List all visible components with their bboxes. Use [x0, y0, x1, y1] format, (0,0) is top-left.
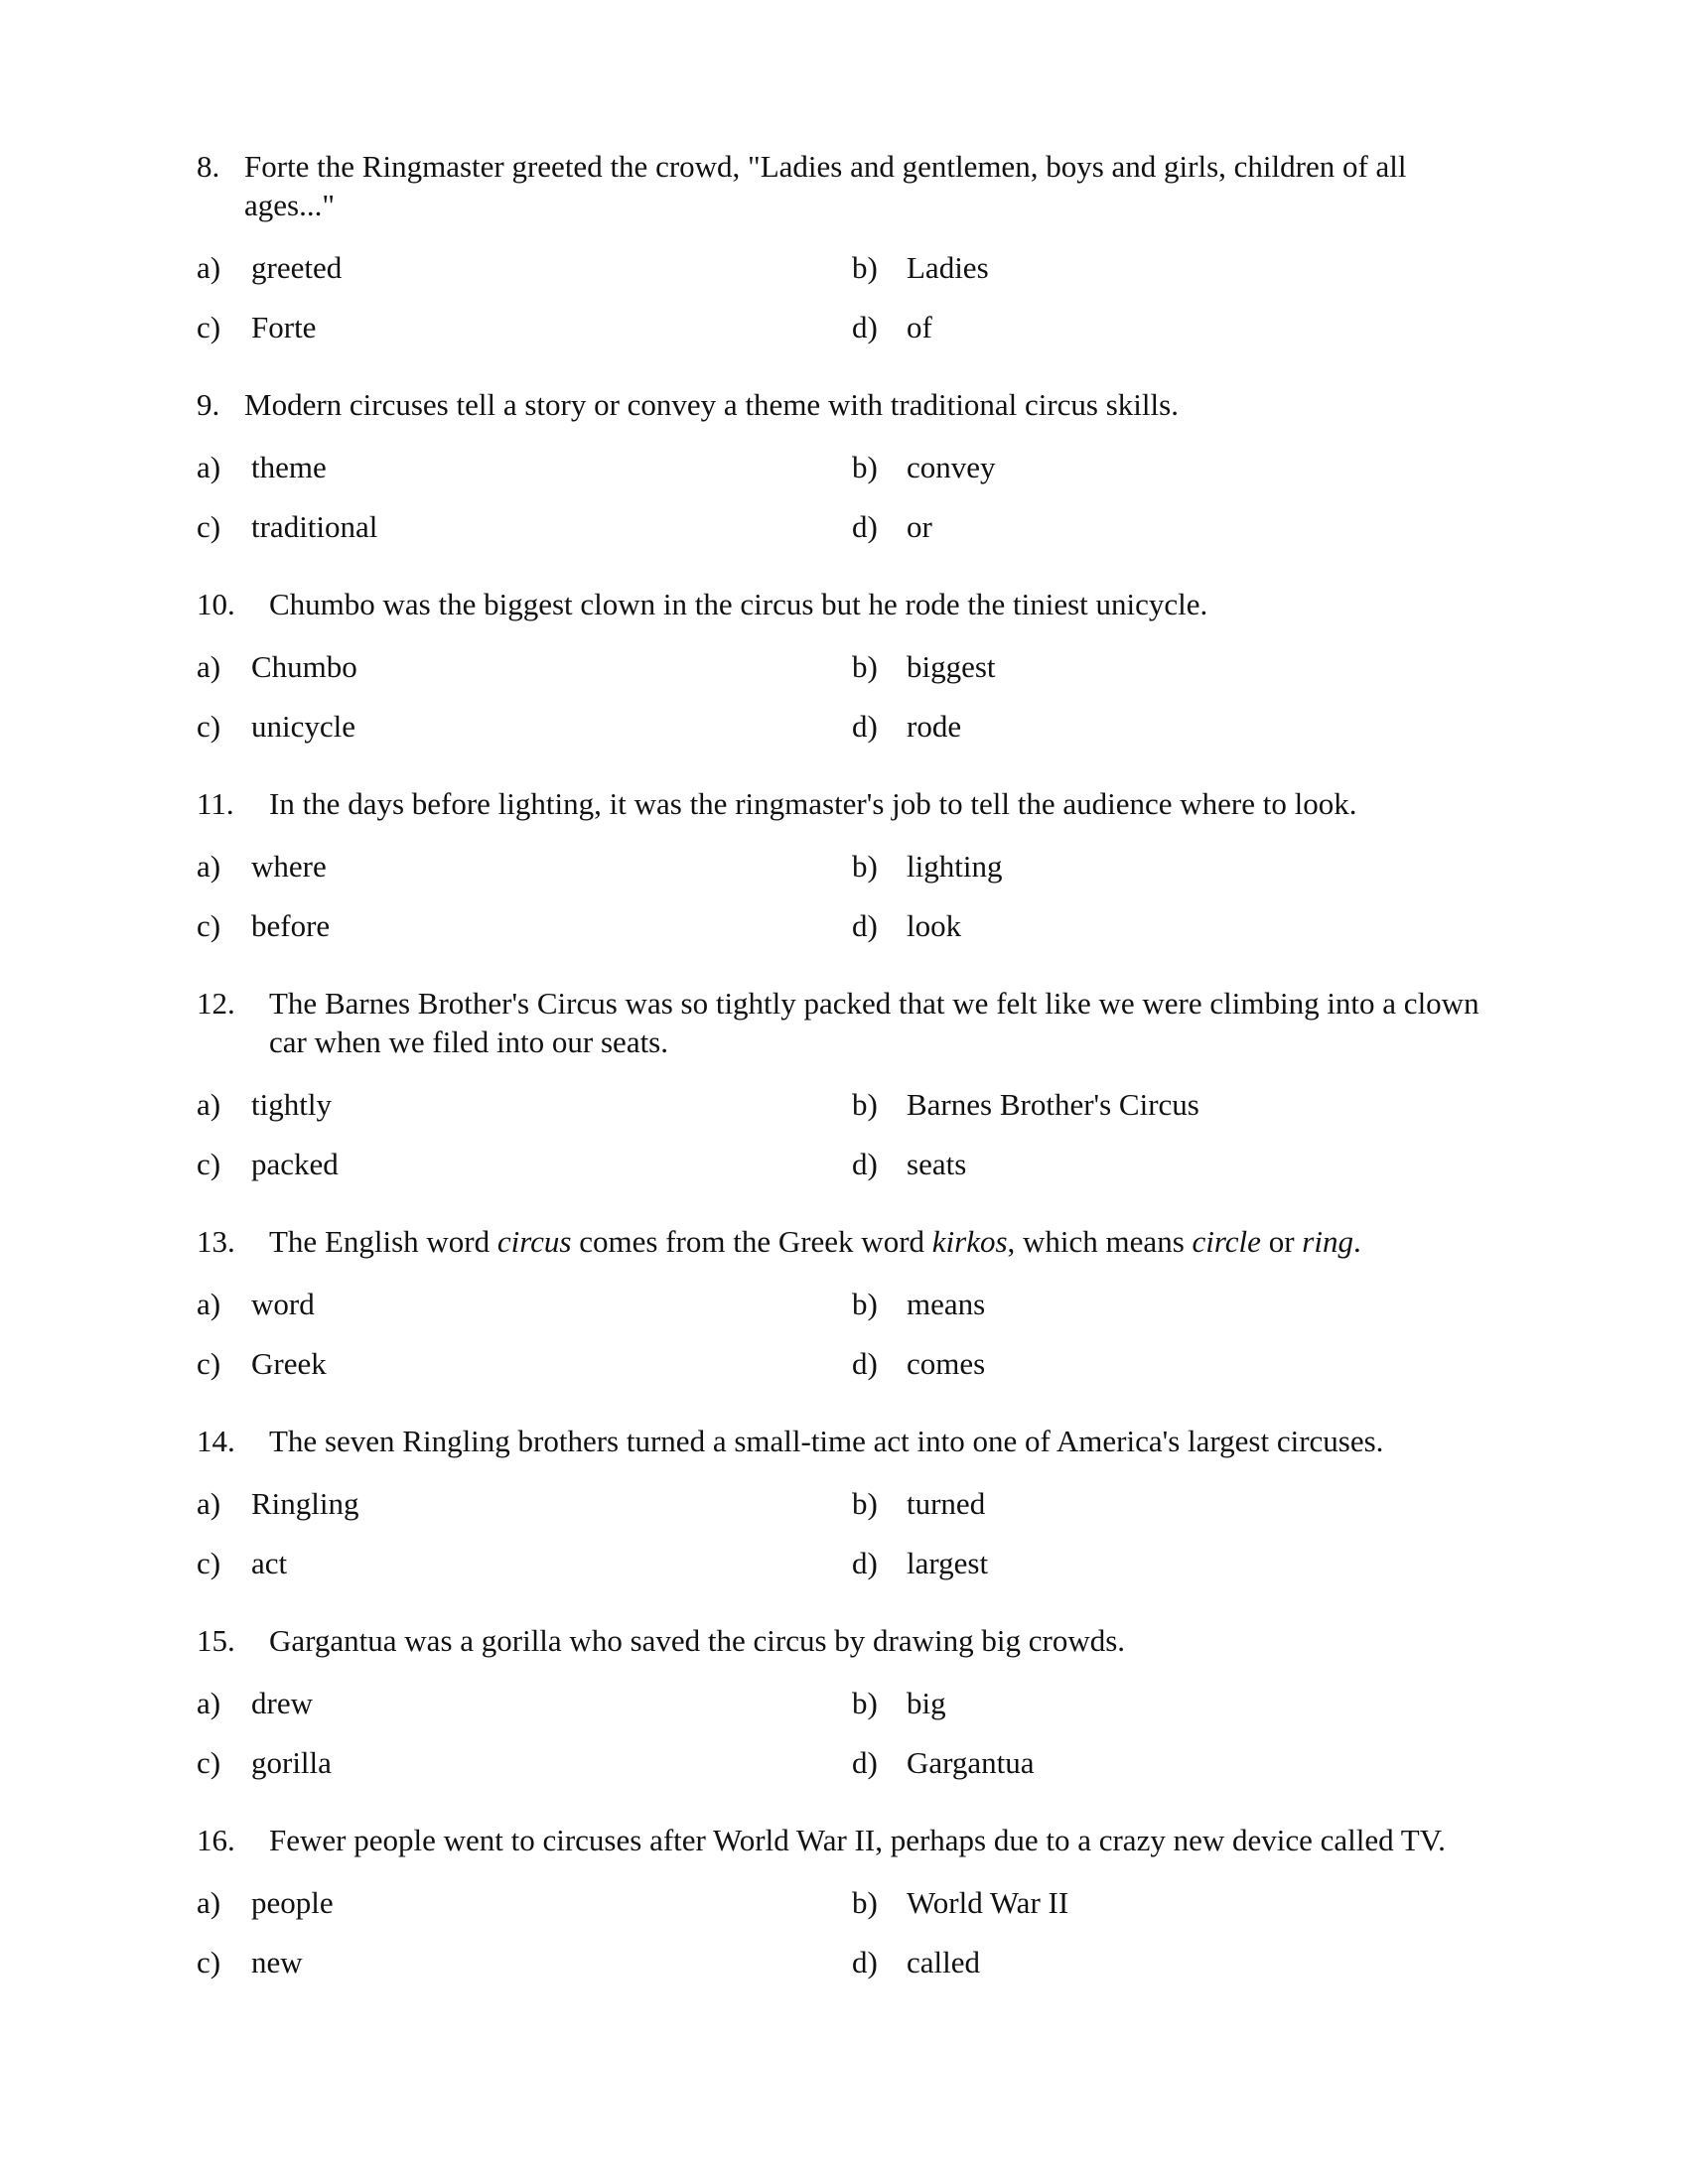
option-c[interactable] — [197, 1145, 339, 1183]
option-row — [197, 847, 1497, 890]
option-a[interactable] — [197, 1684, 313, 1722]
option-d[interactable] — [852, 1145, 966, 1183]
question-text: Forte the Ringmaster greeted the crowd, "Ladies and gentlemen, boys and girls, children of all ages..." — [244, 149, 1407, 222]
question-text: The seven Ringling brothers turned a small-time act into one of America's largest circuses. — [269, 1424, 1384, 1458]
option-a[interactable] — [197, 248, 342, 287]
text-segment: The English word — [269, 1224, 497, 1259]
text-segment: , which means — [1007, 1224, 1193, 1259]
option-letter: b) — [852, 450, 878, 484]
question-text: Chumbo was the biggest clown in the circus but he rode the tiniest unicycle. — [269, 587, 1208, 621]
question-text: In the days before lighting, it was the ringmaster's job to tell the audience where to look. — [269, 786, 1357, 821]
option-text: look — [907, 908, 962, 943]
option-text: people — [251, 1885, 334, 1920]
option-letter: d) — [852, 1147, 878, 1181]
option-c[interactable] — [197, 1344, 327, 1383]
option-text: Ladies — [907, 250, 989, 285]
option-letter: b) — [852, 649, 878, 684]
question-stem — [197, 784, 1497, 823]
option-letter: c) — [197, 310, 221, 344]
option-letter: d) — [852, 509, 878, 544]
option-row — [197, 1285, 1497, 1328]
option-row — [197, 448, 1497, 491]
question-number: 10. — [197, 587, 235, 621]
option-letter: b) — [852, 1686, 878, 1720]
question-13 — [197, 1222, 1497, 1388]
option-letter: d) — [852, 1546, 878, 1580]
option-c[interactable] — [197, 1743, 332, 1782]
text-segment: comes from the Greek word — [571, 1224, 932, 1259]
option-row — [197, 1943, 1497, 1986]
option-text: called — [907, 1945, 981, 1979]
option-b[interactable] — [852, 1085, 1199, 1124]
question-15 — [197, 1621, 1497, 1787]
option-text: theme — [251, 450, 327, 484]
option-a[interactable] — [197, 847, 327, 886]
question-text: Fewer people went to circuses after World War II, perhaps due to a crazy new device called TV. — [269, 1823, 1446, 1857]
option-row — [197, 1684, 1497, 1727]
option-letter: c) — [197, 908, 221, 943]
option-text: World War II — [907, 1885, 1069, 1920]
option-letter: d) — [852, 908, 878, 943]
option-letter: c) — [197, 1945, 221, 1979]
option-text: of — [907, 310, 932, 344]
italic-term: circle — [1192, 1224, 1261, 1259]
option-text: traditional — [251, 509, 378, 544]
option-text: lighting — [907, 849, 1003, 884]
option-row — [197, 1743, 1497, 1787]
option-text: packed — [251, 1147, 339, 1181]
option-text: where — [251, 849, 327, 884]
italic-term: circus — [496, 1224, 572, 1259]
question-stem — [197, 1821, 1497, 1859]
option-c[interactable] — [197, 1943, 303, 1981]
question-stem — [197, 1222, 1497, 1261]
question-text: Gargantua was a gorilla who saved the circus by drawing big crowds. — [269, 1623, 1126, 1658]
option-b[interactable] — [852, 1883, 1068, 1922]
text-segment: . — [1352, 1224, 1361, 1259]
option-a[interactable] — [197, 1883, 334, 1922]
question-stem — [197, 1621, 1497, 1660]
option-text: tightly — [251, 1087, 332, 1122]
option-letter: b) — [852, 1087, 878, 1122]
option-b[interactable] — [852, 1285, 985, 1323]
option-c[interactable] — [197, 1544, 287, 1582]
option-b[interactable] — [852, 647, 996, 686]
question-text: The Barnes Brother's Circus was so tightly packed that we felt like we were climbing into a clown car when we filed into our seats. — [269, 986, 1479, 1059]
question-12 — [197, 984, 1497, 1188]
italic-term: kirkos — [931, 1224, 1008, 1259]
option-text: Ringling — [251, 1486, 359, 1521]
option-text: seats — [907, 1147, 967, 1181]
question-14 — [197, 1422, 1497, 1587]
option-d[interactable] — [852, 1743, 1035, 1782]
option-d[interactable] — [852, 1943, 980, 1981]
option-letter: b) — [852, 849, 878, 884]
option-letter: d) — [852, 310, 878, 344]
option-b[interactable] — [852, 1684, 946, 1722]
option-row — [197, 507, 1497, 551]
option-letter: b) — [852, 250, 878, 285]
option-text: largest — [907, 1546, 989, 1580]
option-letter: a) — [197, 250, 221, 285]
question-11 — [197, 784, 1497, 950]
option-letter: c) — [197, 1745, 221, 1780]
option-letter: c) — [197, 1147, 221, 1181]
option-c[interactable] — [197, 507, 377, 546]
question-number: 14. — [197, 1424, 235, 1458]
option-letter: b) — [852, 1486, 878, 1521]
option-text: Chumbo — [251, 649, 357, 684]
question-stem — [197, 1422, 1497, 1460]
option-row — [197, 1484, 1497, 1528]
option-letter: a) — [197, 450, 221, 484]
option-letter: d) — [852, 1945, 878, 1979]
question-16 — [197, 1821, 1497, 1986]
option-text: drew — [251, 1686, 313, 1720]
question-stem — [197, 984, 1497, 1061]
option-letter: c) — [197, 509, 221, 544]
question-stem — [197, 147, 1497, 224]
question-number: 16. — [197, 1823, 235, 1857]
question-10 — [197, 585, 1497, 751]
option-text: big — [907, 1686, 946, 1720]
option-text: before — [251, 908, 331, 943]
option-text: act — [251, 1546, 288, 1580]
option-a[interactable] — [197, 1484, 359, 1523]
option-d[interactable] — [852, 707, 961, 746]
option-c[interactable] — [197, 906, 330, 945]
option-row — [197, 647, 1497, 691]
option-b[interactable] — [852, 847, 1002, 886]
option-letter: a) — [197, 1486, 221, 1521]
question-8 — [197, 147, 1497, 351]
option-text: means — [907, 1287, 986, 1321]
option-text: new — [251, 1945, 303, 1979]
question-number: 11. — [197, 786, 234, 821]
option-text: turned — [907, 1486, 986, 1521]
option-text: comes — [907, 1346, 986, 1381]
option-row — [197, 1344, 1497, 1388]
question-number: 13. — [197, 1224, 235, 1259]
option-row — [197, 1544, 1497, 1587]
option-letter: a) — [197, 649, 221, 684]
option-letter: a) — [197, 1885, 221, 1920]
option-text: unicycle — [251, 709, 356, 744]
option-row — [197, 308, 1497, 351]
option-text: gorilla — [251, 1745, 332, 1780]
option-d[interactable] — [852, 906, 961, 945]
question-stem — [197, 585, 1497, 623]
option-text: biggest — [907, 649, 996, 684]
option-letter: b) — [852, 1287, 878, 1321]
option-letter: c) — [197, 1546, 221, 1580]
question-text — [197, 1222, 1497, 1261]
option-letter: b) — [852, 1885, 878, 1920]
option-letter: d) — [852, 1346, 878, 1381]
option-letter: d) — [852, 1745, 878, 1780]
option-letter: d) — [852, 709, 878, 744]
text-segment: or — [1260, 1224, 1303, 1259]
option-b[interactable] — [852, 1484, 985, 1523]
option-a[interactable] — [197, 647, 357, 686]
question-stem — [197, 385, 1497, 424]
option-text: word — [251, 1287, 315, 1321]
option-letter: a) — [197, 1287, 221, 1321]
option-letter: c) — [197, 709, 221, 744]
option-text: Barnes Brother's Circus — [907, 1087, 1199, 1122]
option-text: rode — [907, 709, 962, 744]
option-row — [197, 707, 1497, 751]
option-b[interactable] — [852, 248, 989, 287]
question-number: 9. — [197, 387, 220, 422]
option-row — [197, 1145, 1497, 1188]
option-row — [197, 1883, 1497, 1927]
option-text: Greek — [251, 1346, 327, 1381]
option-letter: a) — [197, 1087, 221, 1122]
option-letter: a) — [197, 849, 221, 884]
option-d[interactable] — [852, 1544, 988, 1582]
option-text: or — [907, 509, 932, 544]
option-a[interactable] — [197, 448, 327, 486]
option-b[interactable] — [852, 448, 996, 486]
option-d[interactable] — [852, 507, 932, 546]
option-row — [197, 1085, 1497, 1129]
option-d[interactable] — [852, 308, 932, 346]
option-row — [197, 248, 1497, 292]
option-text: Forte — [251, 310, 317, 344]
option-a[interactable] — [197, 1085, 332, 1124]
question-text: Modern circuses tell a story or convey a theme with traditional circus skills. — [244, 387, 1179, 422]
question-number: 8. — [197, 149, 220, 184]
option-c[interactable] — [197, 707, 355, 746]
option-row — [197, 906, 1497, 950]
option-c[interactable] — [197, 308, 316, 346]
option-text: convey — [907, 450, 996, 484]
question-number: 15. — [197, 1623, 235, 1658]
option-letter: a) — [197, 1686, 221, 1720]
italic-term: ring — [1302, 1224, 1353, 1259]
option-text: Gargantua — [907, 1745, 1035, 1780]
question-9 — [197, 385, 1497, 551]
option-a[interactable] — [197, 1285, 315, 1323]
option-text: greeted — [251, 250, 343, 285]
option-letter: c) — [197, 1346, 221, 1381]
option-d[interactable] — [852, 1344, 985, 1383]
question-number: 12. — [197, 986, 235, 1021]
